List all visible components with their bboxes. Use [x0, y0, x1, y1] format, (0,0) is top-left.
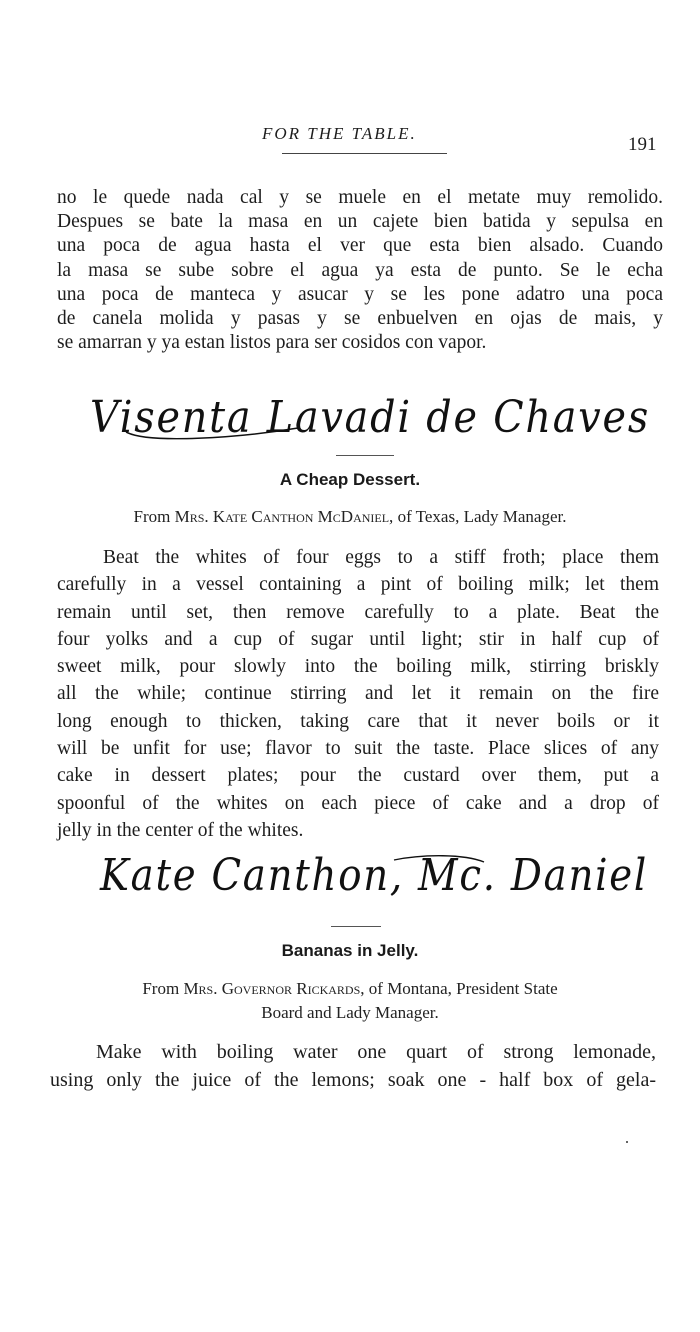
text-line: jelly in the center of the whites. [57, 819, 304, 841]
byline-suffix: of Texas, Lady Manager. [397, 507, 567, 526]
byline-prefix: From [133, 507, 171, 526]
text-line: una poca de agua hasta el ver que esta bien alsado. Cuando [57, 235, 663, 257]
text-line: Beat the whites of four eggs to a stiff froth; place them [103, 547, 659, 568]
speck-mark [626, 1141, 628, 1143]
recipe-title-cheap-dessert: A Cheap Dessert. [279, 470, 421, 489]
text-line: una poca de manteca y asucar y se les pone adatro una poca [57, 283, 663, 305]
text-line: la masa se sube sobre el agua ya esta de punto. Se le echa [57, 259, 663, 281]
text-line: cake in dessert plates; pour the custard over them, put a [57, 765, 659, 787]
text-line: se amarran y ya estan listos para ser cosidos con vapor. [57, 332, 487, 354]
text-line: all the while; continue stirring and let it remain on the fire [57, 683, 659, 705]
signature-chaves-drawing [88, 382, 660, 454]
byline-suffix: of Montana, President State [368, 979, 558, 998]
byline-name: Mrs. Kate Canthon McDaniel, [174, 507, 394, 526]
text-line: sweet milk, pour slowly into the boiling milk, stirring briskly [57, 656, 659, 678]
text-line: de canela molida y pasas y se enbuelven en ojas de mais, y [57, 308, 663, 330]
text-line: Despues se bate la masa en un cajete bien batida y sepulsa en [57, 211, 663, 233]
byline-rickards [0, 977, 700, 1025]
text-line: remain until set, then remove carefully to a plate. Beat the [57, 601, 659, 623]
byline-mcdaniel [0, 505, 700, 529]
text-line: carefully in a vessel containing a pint of boiling milk; let them [57, 574, 659, 596]
page-number: 191 [628, 134, 657, 155]
bananas-recipe-text [50, 1039, 656, 1094]
running-title: FOR THE TABLE. [262, 124, 417, 143]
running-head [0, 120, 700, 160]
text-line: Make with boiling water one quart of strong lemonade, [96, 1041, 656, 1063]
byline-name: Mrs. Governor Rickards, [183, 979, 365, 998]
signature-chaves [88, 382, 660, 454]
section-divider [336, 455, 394, 456]
byline-prefix: From [142, 979, 180, 998]
text-line: no le quede nada cal y se muele en el metate muy remolido. [57, 187, 663, 208]
section-divider [331, 926, 381, 927]
signature-mcdaniel-text: Kate Canthon, Mc. Daniel [99, 850, 648, 901]
signature-mcdaniel-drawing [94, 842, 654, 912]
text-line: will be unfit for use; flavor to suit the taste. Place slices of any [57, 738, 659, 760]
signature-chaves-text: Visenta Lavadi de Chaves [90, 392, 650, 443]
text-line: using only the juice of the lemons; soak one - half box of gela- [50, 1068, 656, 1091]
byline-line-2: Board and Lady Manager. [261, 1003, 439, 1022]
spanish-recipe-text [57, 186, 663, 355]
text-line: four yolks and a cup of sugar until light; stir in half cup of [57, 628, 659, 650]
recipe-title-bananas-in-jelly: Bananas in Jelly. [281, 941, 419, 960]
text-line: spoonful of the whites on each piece of cake and a drop of [57, 792, 659, 814]
running-head-rule [282, 153, 447, 154]
text-line: long enough to thicken, taking care that it never boils or it [57, 710, 659, 732]
signature-mcdaniel [94, 842, 654, 912]
dessert-recipe-text [57, 544, 659, 844]
